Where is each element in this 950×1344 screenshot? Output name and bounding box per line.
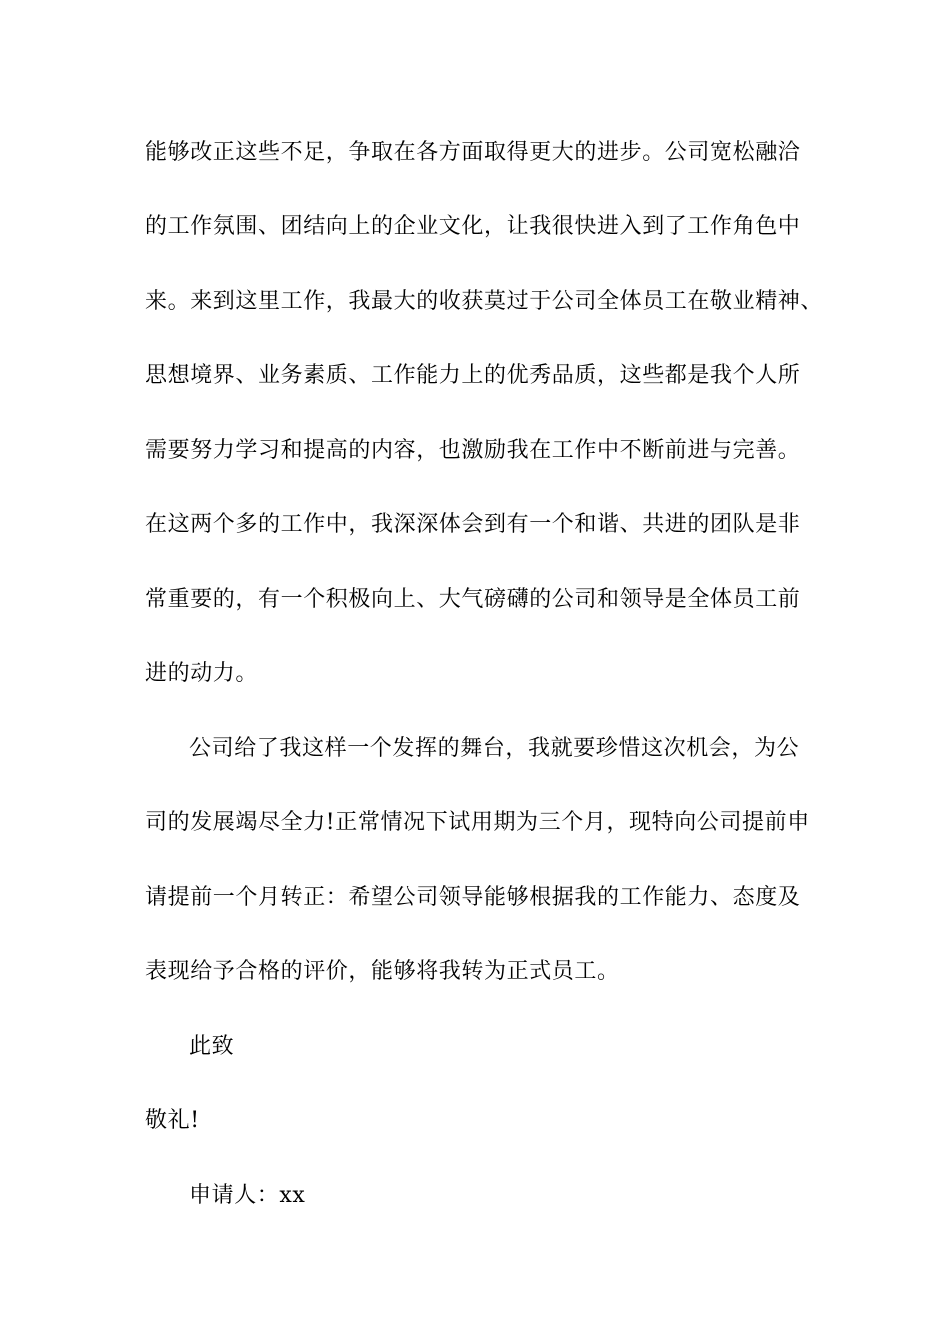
body-text-line: 需要努力学习和提高的内容，也激励我在工作中不断前进与完善。 xyxy=(145,438,801,463)
body-text-line: 在这两个多的工作中，我深深体会到有一个和谐、共进的团队是非 xyxy=(145,512,801,537)
body-text-line: 思想境界、业务素质、工作能力上的优秀品质，这些都是我个人所 xyxy=(145,363,801,388)
closing-regards: 敬礼! xyxy=(145,1108,200,1133)
body-text-line: 常重要的，有一个积极向上、大气磅礴的公司和领导是全体员工前 xyxy=(145,587,801,612)
body-text-line: 表现给予合格的评价，能够将我转为正式员工。 xyxy=(145,959,620,984)
body-text-line: 的工作氛围、团结向上的企业文化，让我很快进入到了工作角色中 xyxy=(145,214,801,239)
applicant-signature: 申请人：xx xyxy=(189,1183,306,1208)
closing-salutation: 此致 xyxy=(189,1034,235,1059)
body-text-line: 请提前一个月转正：希望公司领导能够根据我的工作能力、态度及 xyxy=(145,885,801,910)
body-text-line: 来。来到这里工作，我最大的收获莫过于公司全体员工在敬业精神、 xyxy=(145,289,824,314)
paragraph-first-line: 公司给了我这样一个发挥的舞台，我就要珍惜这次机会，为公 xyxy=(189,736,800,761)
body-text-line: 司的发展竭尽全力!正常情况下试用期为三个月，现特向公司提前申 xyxy=(145,810,810,835)
body-text-line: 能够改正这些不足，争取在各方面取得更大的进步。公司宽松融洽 xyxy=(145,140,801,165)
body-text-line: 进的动力。 xyxy=(145,661,259,686)
